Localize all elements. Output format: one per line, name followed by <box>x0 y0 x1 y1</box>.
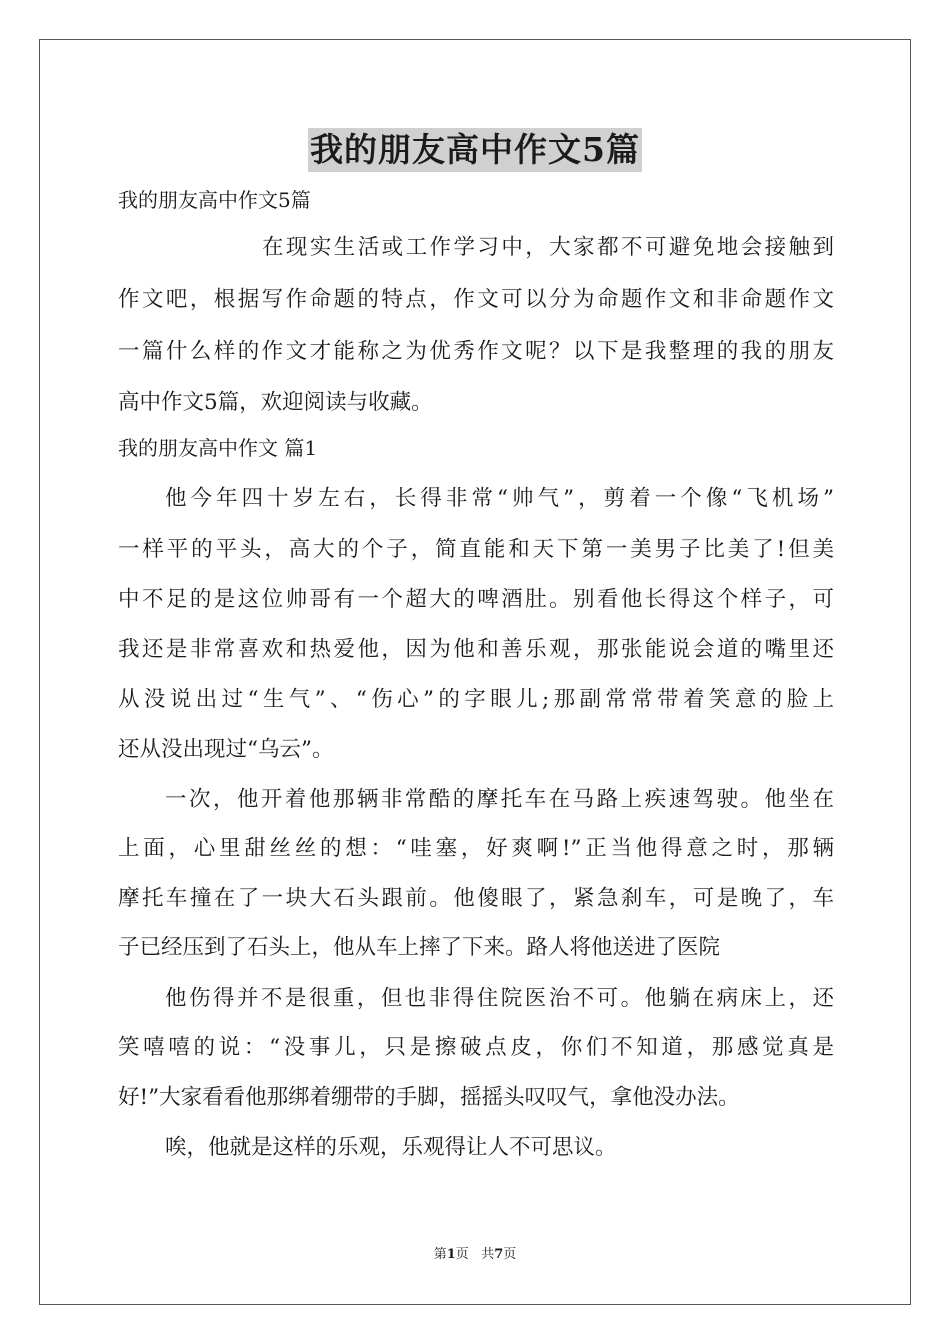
total-suffix: 页 <box>503 1247 517 1262</box>
intro-line: 在现实生活或工作学习中，大家都不可避免地会接触到 <box>262 235 834 260</box>
intro-line: 一篇什么样的作文才能称之为优秀作文呢？以下是我整理的我的朋友 <box>118 339 834 364</box>
total-prefix: 共 <box>481 1247 495 1262</box>
paragraph-line: 一样平的平头，高大的个子，简直能和天下第一美男子比美了!但美 <box>118 537 834 562</box>
paragraph-line: 中不足的是这位帅哥有一个超大的啤酒肚。别看他长得这个样子，可 <box>118 587 834 612</box>
paragraph-line: 摩托车撞在了一块大石头跟前。他傻眼了，紧急刹车，可是晚了，车 <box>118 886 834 911</box>
paragraph-line: 好!”大家看看他那绑着绷带的手脚，摇摇头叹叹气，拿他没办法。 <box>118 1085 740 1110</box>
document-title: 我的朋友高中作文5篇 <box>308 128 642 172</box>
section-heading: 我的朋友高中作文 篇1 <box>118 436 318 460</box>
paragraph-line: 一次，他开着他那辆非常酷的摩托车在马路上疾速驾驶。他坐在 <box>165 787 834 812</box>
title-container <box>0 128 950 172</box>
paragraph-line: 唉，他就是这样的乐观，乐观得让人不可思议。 <box>165 1135 617 1160</box>
paragraph-line: 还从没出现过“乌云”。 <box>118 737 334 762</box>
page-suffix: 页 <box>455 1247 469 1262</box>
paragraph-line: 上面，心里甜丝丝的想：“哇塞，好爽啊!”正当他得意之时，那辆 <box>118 836 834 861</box>
page-footer <box>0 1245 950 1265</box>
paragraph-line: 从没说出过“生气”、“伤心”的字眼儿;那副常常带着笑意的脸上 <box>118 687 834 712</box>
paragraph-line: 我还是非常喜欢和热爱他，因为他和善乐观，那张能说会道的嘴里还 <box>118 637 834 662</box>
intro-line: 高中作文5篇，欢迎阅读与收藏。 <box>118 390 433 415</box>
paragraph-line: 他伤得并不是很重，但也非得住院医治不可。他躺在病床上，还 <box>165 986 834 1011</box>
total-pages: 7 <box>494 1247 504 1262</box>
page-number: 1 <box>446 1247 456 1262</box>
paragraph-line: 子已经压到了石头上，他从车上摔了下来。路人将他送进了医院 <box>118 935 721 960</box>
paragraph-line: 笑嘻嘻的说：“没事儿，只是擦破点皮，你们不知道，那感觉真是 <box>118 1035 834 1060</box>
page-prefix: 第 <box>433 1247 447 1262</box>
document-subtitle: 我的朋友高中作文5篇 <box>118 188 311 212</box>
intro-line: 作文吧，根据写作命题的特点，作文可以分为命题作文和非命题作文 <box>118 287 834 312</box>
paragraph-line: 他今年四十岁左右，长得非常“帅气”，剪着一个像“飞机场” <box>165 486 834 511</box>
